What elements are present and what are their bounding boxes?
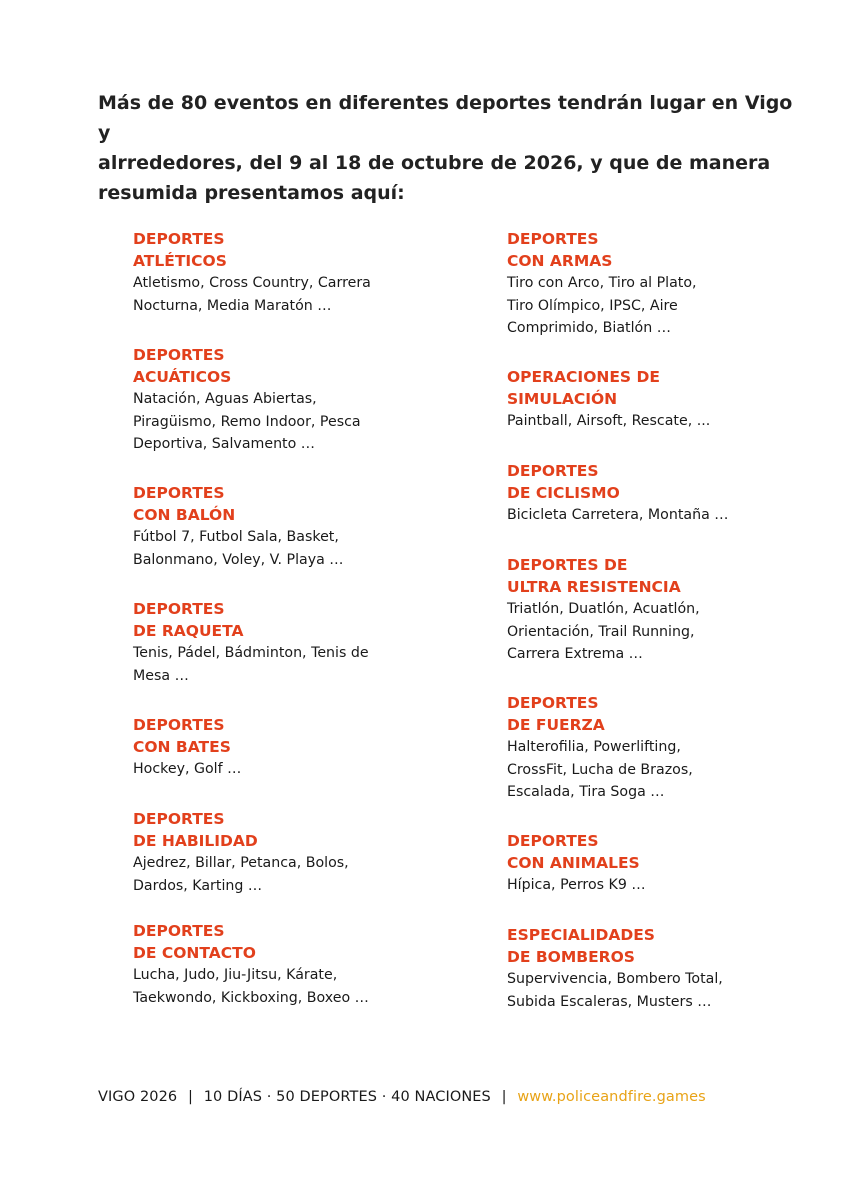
category-operaciones-simulacion <box>507 366 827 433</box>
category-items <box>507 410 827 433</box>
category-con-animales <box>507 830 827 897</box>
category-title <box>133 344 453 388</box>
category-items-line: Mesa … <box>133 667 189 684</box>
category-de-habilidad <box>133 808 453 897</box>
category-items-line: Hockey, Golf … <box>133 761 242 777</box>
category-items <box>133 642 453 687</box>
category-de-ciclismo <box>507 460 827 527</box>
intro-line: resumida presentamos aquí: <box>98 182 405 204</box>
category-title-line: DEPORTES <box>507 832 599 850</box>
category-title-line: ATLÉTICOS <box>133 252 227 270</box>
category-items-line: CrossFit, Lucha de Brazos, <box>507 761 693 778</box>
category-acuaticos <box>133 344 453 456</box>
category-items-line: Supervivencia, Bombero Total, <box>507 971 723 987</box>
intro-line: alrrededores, del 9 al 18 de octubre de 2026, y que de manera <box>98 152 771 174</box>
category-title <box>133 482 453 526</box>
category-con-balon <box>133 482 453 571</box>
category-title-line: DE BOMBEROS <box>507 948 635 966</box>
category-title <box>507 830 827 874</box>
footer <box>98 1089 706 1105</box>
category-title-line: CON BALÓN <box>133 506 236 524</box>
category-title-line: DE CONTACTO <box>133 944 256 962</box>
category-items-line: Lucha, Judo, Jiu-Jitsu, Kárate, <box>133 967 338 983</box>
category-items-line: Atletismo, Cross Country, Carrera <box>133 275 371 291</box>
footer-website-link[interactable]: www.policeandfire.games <box>517 1089 706 1105</box>
category-title <box>507 554 827 598</box>
category-title-line: DE CICLISMO <box>507 484 620 502</box>
category-items-line: Comprimido, Biatlón … <box>507 320 671 336</box>
category-items-line: Escalada, Tira Soga … <box>507 784 665 800</box>
category-items <box>133 272 453 317</box>
category-title <box>133 808 453 852</box>
category-title-line: DEPORTES <box>133 716 225 734</box>
category-title-line: DE FUERZA <box>507 716 605 734</box>
category-title-line: SIMULACIÓN <box>507 390 618 408</box>
category-title <box>507 692 827 736</box>
category-title <box>507 228 827 272</box>
category-items-line: Nocturna, Media Maratón … <box>133 297 332 314</box>
category-atleticos <box>133 228 453 317</box>
category-items-line: Bicicleta Carretera, Montaña … <box>507 507 729 523</box>
category-de-raqueta <box>133 598 453 687</box>
footer-event: VIGO 2026 <box>98 1089 178 1105</box>
category-title-line: DEPORTES <box>133 230 225 248</box>
category-items-line: Taekwondo, Kickboxing, Boxeo … <box>133 989 369 1006</box>
category-de-contacto <box>133 920 453 1009</box>
category-title-line: CON ARMAS <box>507 252 613 270</box>
category-items <box>507 736 827 804</box>
category-title <box>133 920 453 964</box>
category-con-bates <box>133 714 453 781</box>
category-title-line: ACUÁTICOS <box>133 368 232 386</box>
intro-line: Más de 80 eventos en diferentes deportes tendrán lugar en Vigo y <box>98 92 793 144</box>
category-title-line: DE HABILIDAD <box>133 832 258 850</box>
category-items <box>507 272 827 340</box>
category-items-line: Carrera Extrema … <box>507 646 643 662</box>
category-title-line: OPERACIONES DE <box>507 368 660 386</box>
category-ultra-resistencia <box>507 554 827 666</box>
category-items <box>133 964 453 1009</box>
category-items-line: Subida Escaleras, Musters … <box>507 993 712 1010</box>
category-items <box>507 504 827 527</box>
category-title-line: DEPORTES <box>507 230 599 248</box>
footer-separator: | <box>187 1089 193 1105</box>
category-items <box>133 526 453 571</box>
category-title-line: CON ANIMALES <box>507 854 640 872</box>
category-title-line: DEPORTES <box>133 346 225 364</box>
category-title-line: DEPORTES <box>133 484 225 502</box>
category-items <box>507 968 827 1013</box>
category-title-line: DE RAQUETA <box>133 622 244 640</box>
category-title-line: DEPORTES DE <box>507 556 628 574</box>
category-title-line: DEPORTES <box>133 922 225 940</box>
category-de-fuerza <box>507 692 827 804</box>
category-items-line: Piragüismo, Remo Indoor, Pesca <box>133 413 361 430</box>
category-bomberos <box>507 924 827 1013</box>
category-items-line: Dardos, Karting … <box>133 877 263 894</box>
category-items-line: Balonmano, Voley, V. Playa … <box>133 551 344 568</box>
category-items <box>133 852 453 897</box>
category-items-line: Tiro con Arco, Tiro al Plato, <box>507 275 697 291</box>
category-items-line: Ajedrez, Billar, Petanca, Bolos, <box>133 855 349 871</box>
category-title <box>133 228 453 272</box>
category-title <box>133 714 453 758</box>
category-items-line: Halterofilia, Powerlifting, <box>507 739 681 755</box>
footer-facts: 10 DÍAS · 50 DEPORTES · 40 NACIONES <box>203 1089 491 1105</box>
category-title-line: ULTRA RESISTENCIA <box>507 578 681 596</box>
category-title <box>507 366 827 410</box>
category-items-line: Fútbol 7, Futbol Sala, Basket, <box>133 529 339 545</box>
category-title-line: DEPORTES <box>507 462 599 480</box>
intro-paragraph <box>98 88 798 208</box>
category-title <box>507 924 827 968</box>
category-items-line: Deportiva, Salvamento … <box>133 436 315 452</box>
category-items <box>133 758 453 781</box>
category-items-line: Hípica, Perros K9 … <box>507 877 646 893</box>
category-items-line: Tenis, Pádel, Bádminton, Tenis de <box>133 645 369 661</box>
category-title-line: ESPECIALIDADES <box>507 926 655 944</box>
category-items <box>507 598 827 666</box>
category-title-line: DEPORTES <box>133 810 225 828</box>
category-con-armas <box>507 228 827 340</box>
category-items-line: Paintball, Airsoft, Rescate, ... <box>507 413 711 429</box>
category-title <box>133 598 453 642</box>
category-items-line: Tiro Olímpico, IPSC, Aire <box>507 297 678 314</box>
category-title-line: DEPORTES <box>133 600 225 618</box>
category-items-line: Orientación, Trail Running, <box>507 623 695 640</box>
category-title <box>507 460 827 504</box>
category-title-line: CON BATES <box>133 738 231 756</box>
category-items <box>133 388 453 456</box>
category-title-line: DEPORTES <box>507 694 599 712</box>
footer-separator: | <box>501 1089 507 1105</box>
category-items-line: Triatlón, Duatlón, Acuatlón, <box>507 601 700 617</box>
category-items <box>507 874 827 897</box>
category-items-line: Natación, Aguas Abiertas, <box>133 391 317 407</box>
